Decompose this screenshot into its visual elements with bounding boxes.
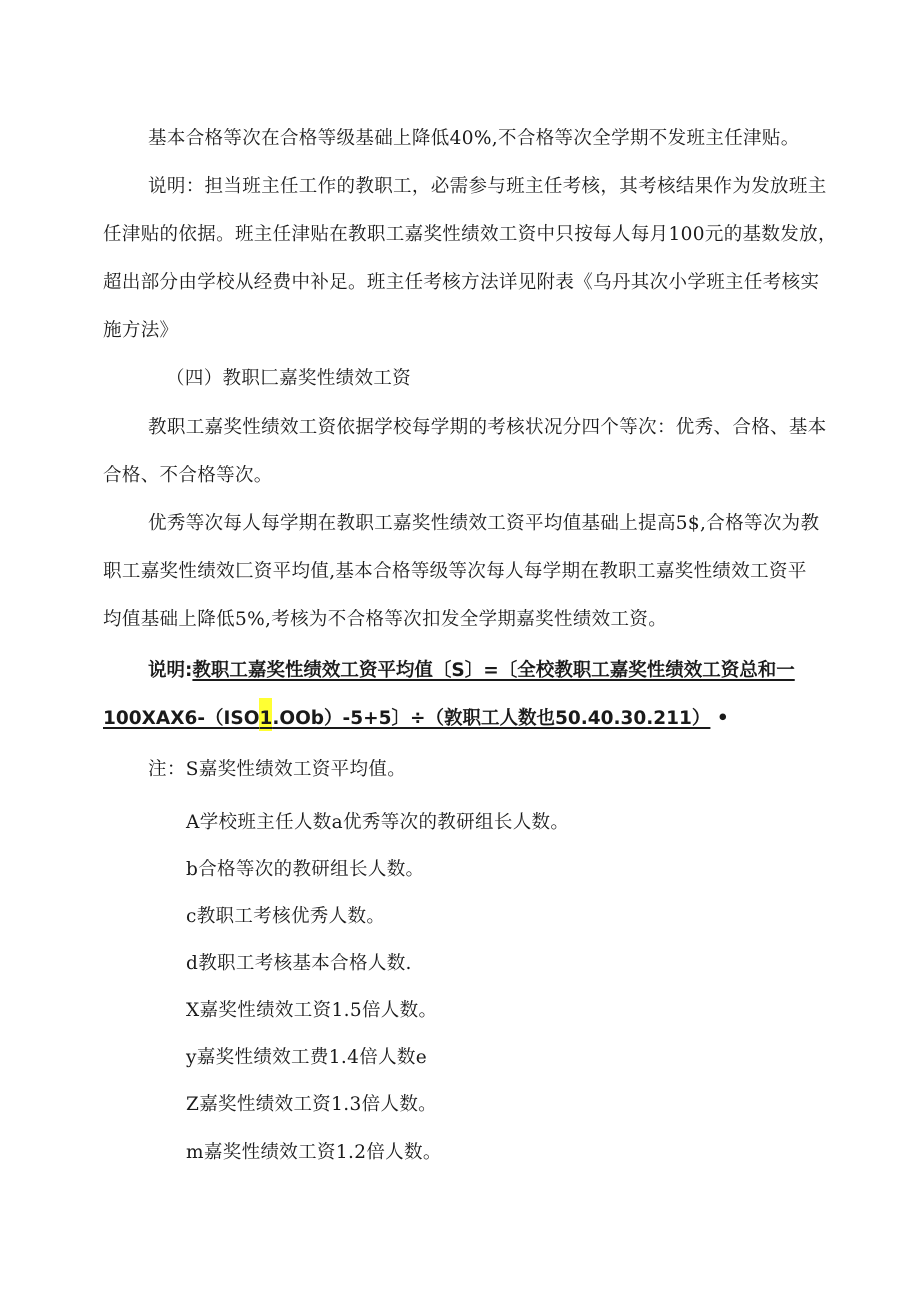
formula-text: 教职工嘉奖性绩效工资平均值〔S〕=〔全校教职工嘉奖性绩效工资总和一 [192,660,795,681]
highlighted-text: 1 [259,698,272,731]
definition-item: m嘉奖性绩效工资1.2倍人数。 [186,1142,442,1163]
paragraph-line: 合格、不合格等次。 [103,465,273,486]
formula-line [148,658,795,684]
paragraph-line: 教职工嘉奖性绩效工资依据学校每学期的考核状况分四个等次：优秀、合格、基本 [148,417,827,438]
definition-item: Z嘉奖性绩效工资1.3倍人数。 [186,1094,438,1115]
bullet-mark: • [716,708,729,729]
definition-item: b合格等次的教研组长人数。 [186,859,425,880]
note-title: 注：S嘉奖性绩效工资平均值。 [148,759,407,780]
formula-text: 100XAX6-（ISO [103,708,260,729]
paragraph-line: 说明：担当班主任工作的教职工，必需参与班主任考核，其考核结果作为发放班主 [148,176,827,197]
paragraph-line: 均值基础上降低5%,考核为不合格等次扣发全学期嘉奖性绩效工资。 [103,609,668,630]
definition-item: X嘉奖性绩效工资1.5倍人数。 [186,1000,438,1021]
paragraph-line: 优秀等次每人每学期在教职工嘉奖性绩效工资平均值基础上提高5$,合格等次为教 [148,513,820,534]
paragraph-line: 职工嘉奖性绩效匚资平均值,基本合格等级等次每人每学期在教职工嘉奖性绩效工资平 [103,561,807,582]
paragraph-line: 基本合格等次在合格等级基础上降低40%,不合格等次全学期不发班主任津贴。 [148,128,800,149]
paragraph-line: 施方法》 [103,320,179,341]
paragraph-line: 超出部分由学校从经费中补足。班主任考核方法详见附表《乌丹其次小学班主任考核实 [103,272,820,293]
formula-label: 说明: [148,660,193,681]
definition-item: y嘉奖性绩效工费1.4倍人数e [186,1047,428,1068]
paragraph-line: 任津贴的依据。班主任津贴在教职工嘉奖性绩效工资中只按每人每月100元的基数发放， [103,224,837,245]
section-heading: （四）教职匚嘉奖性绩效工资 [166,368,412,389]
definition-item: c教职工考核优秀人数。 [186,906,386,927]
formula-line [103,706,729,732]
formula-text: .OOb）-5+5〕÷（敦职工人数也50.40.30.211） [272,708,711,729]
definition-item: A学校班主任人数a优秀等次的教研组长人数。 [186,812,570,833]
definition-item: d教职工考核基本合格人数. [186,953,412,974]
